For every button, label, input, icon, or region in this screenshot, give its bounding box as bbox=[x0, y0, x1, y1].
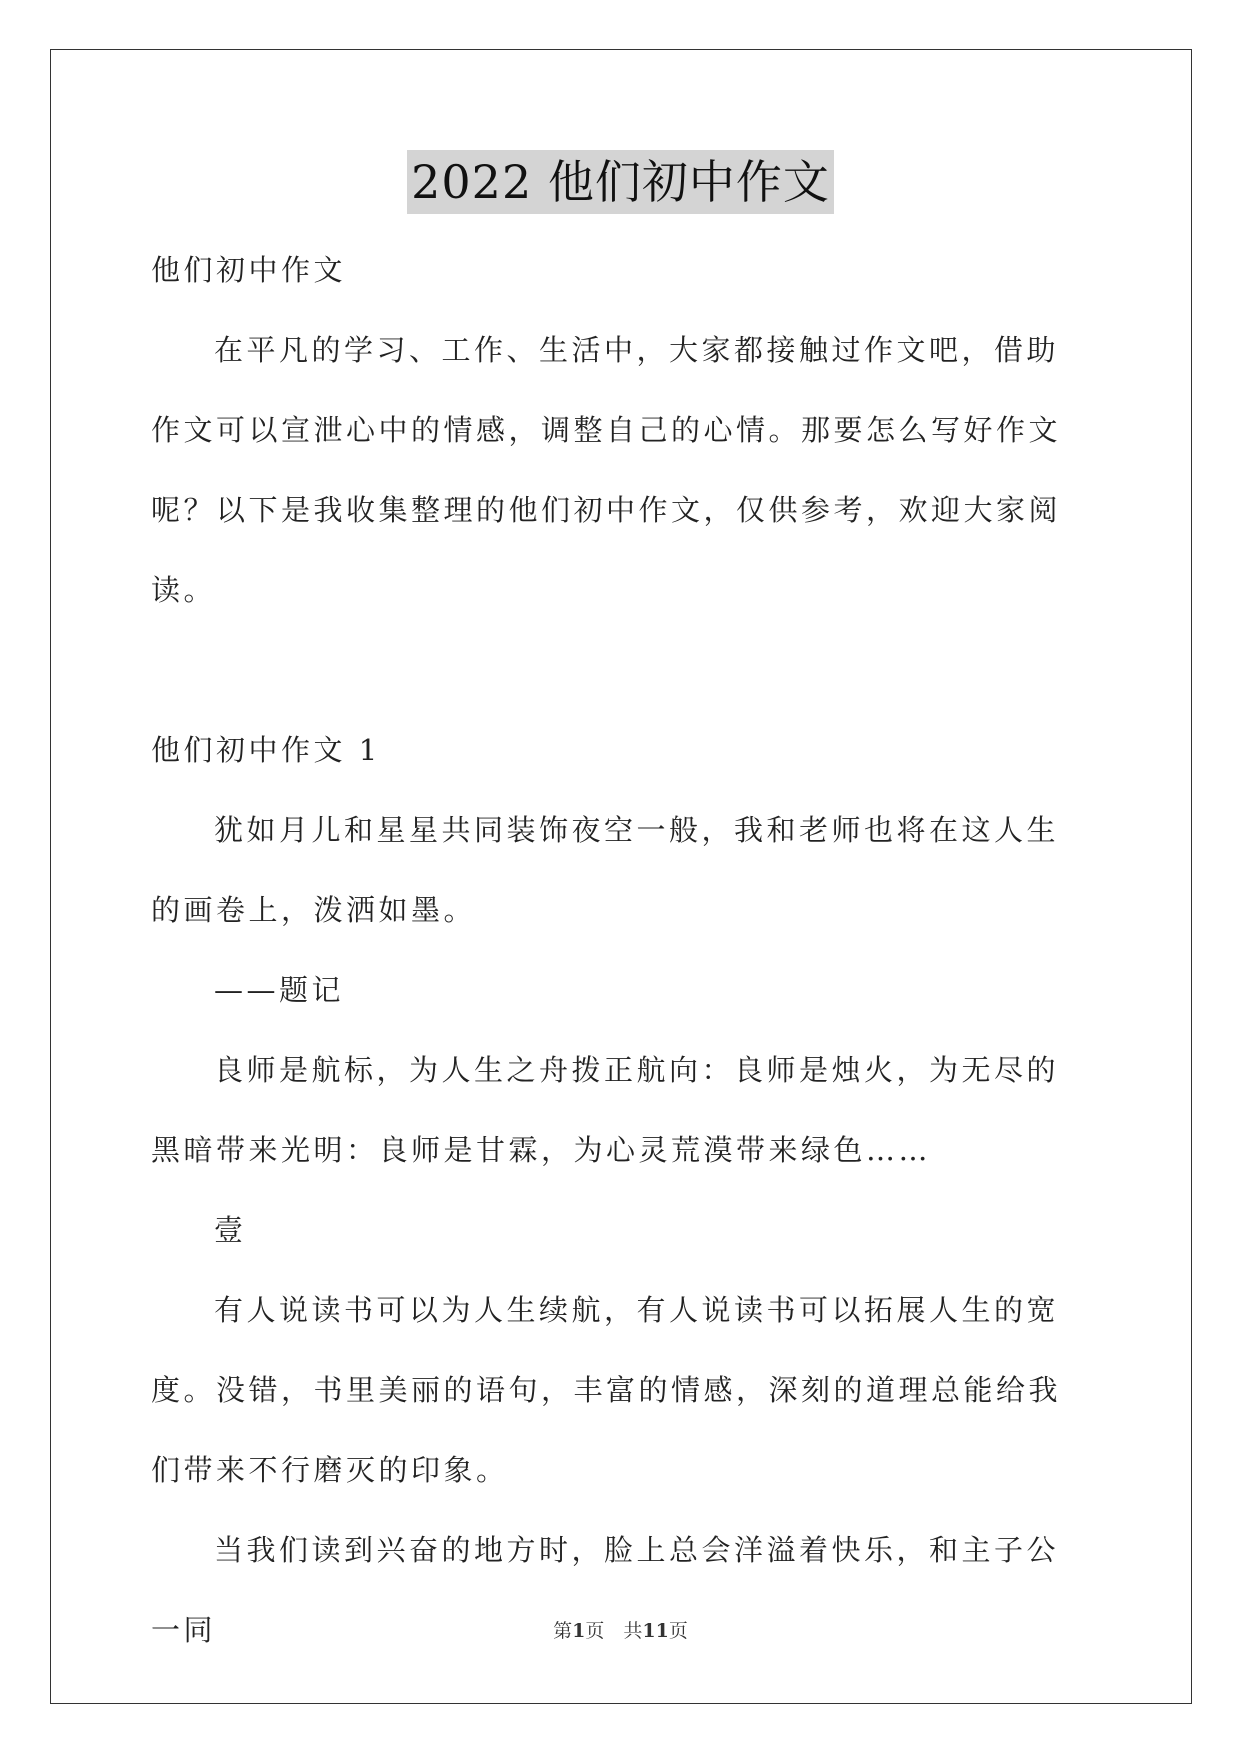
page-number-suffix: 页 bbox=[668, 1620, 688, 1642]
page-number-current: 1 bbox=[572, 1620, 586, 1642]
title-container bbox=[0, 150, 1241, 214]
page-number-total: 11 bbox=[642, 1620, 669, 1642]
page-number-prefix: 第 bbox=[553, 1620, 573, 1642]
subtitle-paragraph: 他们初中作文 bbox=[151, 253, 347, 287]
document-body bbox=[151, 230, 1091, 1670]
body-paragraph: 良师是航标，为人生之舟拨正航向：良师是烛火，为无尽的黑暗带来光明：良师是甘霖，为心灵荒漠带来绿色…… bbox=[151, 1053, 1060, 1167]
page-number-mid: 页 共 bbox=[585, 1620, 643, 1642]
body-paragraph: 犹如月儿和星星共同装饰夜空一般，我和老师也将在这人生的画卷上，泼洒如墨。 bbox=[151, 813, 1060, 927]
paragraph-gap bbox=[151, 630, 1091, 710]
document-title: 2022 他们初中作文 bbox=[407, 150, 834, 214]
page-footer bbox=[0, 1616, 1241, 1643]
section-heading: 他们初中作文 1 bbox=[151, 733, 381, 767]
body-paragraph: 有人说读书可以为人生续航，有人说读书可以拓展人生的宽度。没错，书里美丽的语句，丰富的情感，深刻的道理总能给我们带来不行磨灭的印象。 bbox=[151, 1293, 1062, 1487]
epigraph-attribution: ——题记 bbox=[214, 973, 345, 1007]
body-paragraph: 当我们读到兴奋的地方时，脸上总会洋溢着快乐，和主子公一同 bbox=[151, 1533, 1060, 1647]
section-marker: 壹 bbox=[214, 1213, 247, 1247]
intro-paragraph: 在平凡的学习、工作、生活中，大家都接触过作文吧，借助作文可以宣泄心中的情感，调整自己的心情。那要怎么写好作文呢？以下是我收集整理的他们初中作文，仅供参考，欢迎大家阅读。 bbox=[151, 333, 1062, 607]
